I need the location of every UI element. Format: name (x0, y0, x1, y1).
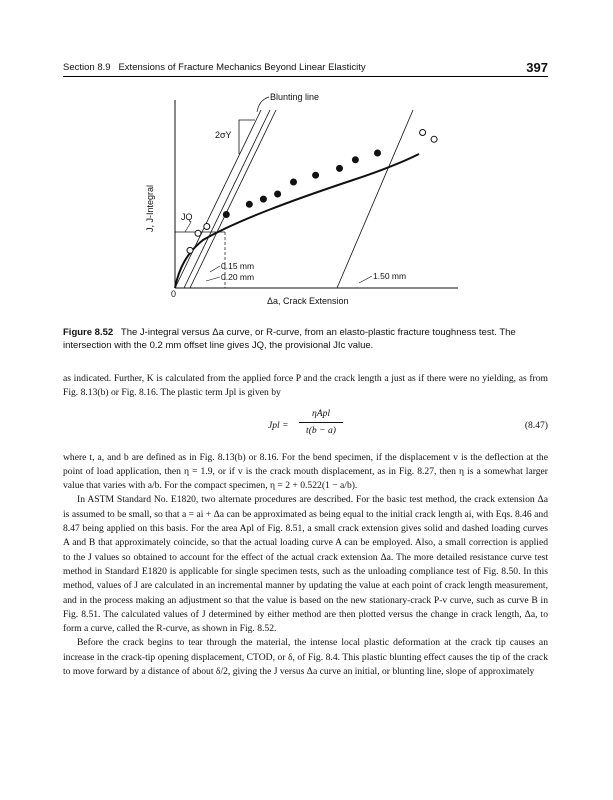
slope-triangle (239, 120, 255, 154)
page-number: 397 (526, 60, 548, 75)
open-data-point (195, 230, 201, 236)
equation-8-47 (63, 407, 548, 447)
equation-denominator: t(b − a) (306, 424, 336, 436)
r-curve-figure (63, 82, 548, 312)
offset-label-1-50mm: 1.50 mm (373, 271, 407, 281)
open-data-point (187, 247, 193, 253)
offset-leader-2 (206, 277, 220, 281)
equation-lhs: Jpl = (268, 419, 289, 431)
filled-data-point (275, 191, 281, 197)
offset-label-0-15mm: 0.15 mm (221, 261, 255, 271)
jq-label: JQ (181, 212, 193, 222)
header-rule (63, 76, 548, 77)
paragraph-1: as indicated. Further, K is calculated from the applied force P and the crack length a just as if there were no yielding, as from Fig. 8.13(b) or Fig. 8.16. The plastic term Jpl is given by (63, 373, 548, 399)
x-axis-label: Δa, Crack Extension (267, 296, 349, 306)
section-number: Section 8.9 (63, 62, 111, 73)
offset-line-1-50mm (337, 110, 413, 288)
data-points (187, 130, 437, 254)
offset-leader-1 (210, 266, 220, 272)
jq-leader (185, 222, 191, 232)
caption-text: The J-integral versus Δa curve, or R-curve, from an elasto-plastic fracture toughness test. The intersection with the 0.2 mm offset line gives JQ, the provisional JIc value. (63, 327, 516, 351)
open-data-point (204, 224, 210, 230)
filled-data-point (223, 212, 229, 218)
blunting-leader (257, 97, 269, 112)
chapter-title: Extensions of Fracture Mechanics Beyond Linear Elasticity (118, 62, 366, 73)
figure-caption (63, 326, 548, 352)
paragraph-4: Before the crack begins to tear through the material, the intense local plastic deformation at the crack tip causes an increase in the crack-tip opening displacement, CTOD, or δ, of Fig. 8.4. This plastic blunting effect causes the tip of the crack to move forward by a distance of about δ/2, giving the J versus Δa curve an initial, or blunting line, slope of approximately (63, 637, 548, 678)
running-header-title (63, 62, 366, 73)
equation-numerator: ηApl (299, 407, 343, 423)
body-text (63, 372, 548, 679)
sigma-label: 2σY (215, 130, 232, 140)
filled-data-point (352, 157, 358, 163)
origin-label: 0 (171, 289, 177, 299)
paragraph-3: In ASTM Standard No. E1820, two alternate procedures are described. For the basic test method, the crack extension Δa is assumed to be small, so that a = ai + Δa can be approximated as being equal to the initial crack length ai, with Eqs. 8.46 and 8.47 being applied on this basis. For the area Apl of Fig. 8.51, a small crack extension gives solid and dashed loading curves A and B that approximately coincide, so that the actual loading curve A can be employed. Also, a small correction is applied to the J values so obtained to account for the effect of the actual crack extension Δa. The more detailed resistance curve test method in Standard E1820 is applicable for single specimen tests, such as the unloading compliance test of Fig. 8.50. In this method, values of J are calculated in an incremental manner by updating the value at each point of crack length measurement, and in the process making an adjustment so that the value is based on the new stationary-crack P-v curve, such as curve B in Fig. 8.51. The calculated values of J determined by either method are then plotted versus the change in crack length, Δa, to form a curve, called the R-curve, as shown in Fig. 8.52. (63, 494, 548, 635)
offset-leader-3 (359, 276, 372, 283)
paragraph-2: where t, a, and b are defined as in Fig. 8.13(b) or 8.16. For the bend specimen, if the displacement v is the deflection at the point of load application, then η = 1.9, or if v is the crack mouth displacement, as in Fig. 8.27, then η is a somewhat larger value that varies with a/b. For the compact specimen, η = 2 + 0.522(1 − a/b). (63, 451, 548, 492)
equation-number: (8.47) (524, 419, 548, 431)
blunting-line-label: Blunting line (270, 92, 320, 102)
equation-fraction (299, 407, 343, 439)
offset-label-0-20mm: 0.20 mm (221, 272, 255, 282)
running-header (63, 60, 548, 76)
open-data-point (431, 136, 437, 142)
filled-data-point (313, 172, 319, 178)
open-data-point (420, 130, 426, 136)
filled-data-point (291, 179, 297, 185)
caption-label: Figure 8.52 (63, 327, 114, 338)
filled-data-point (260, 196, 266, 202)
filled-data-point (246, 201, 252, 207)
filled-data-point (375, 150, 381, 156)
r-curve-line (175, 154, 419, 288)
filled-data-point (337, 165, 343, 171)
y-axis-label: J, J-Integral (145, 184, 155, 232)
